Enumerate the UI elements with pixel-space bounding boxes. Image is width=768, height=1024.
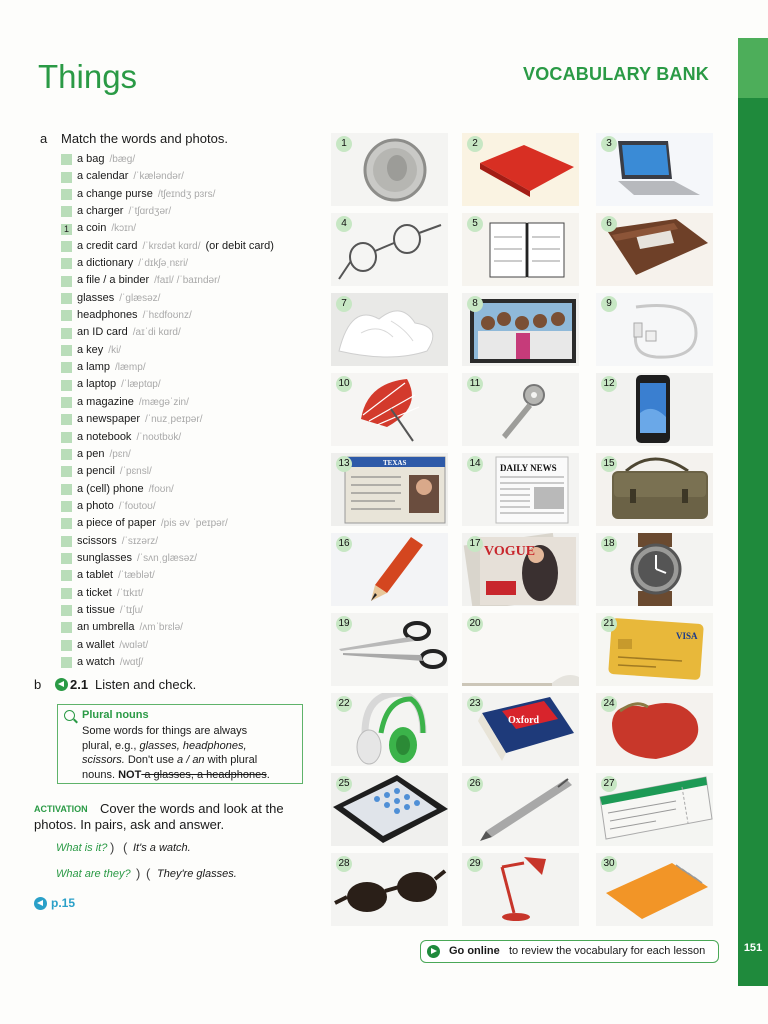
tip-line: Don't use [124,754,178,766]
vocab-word: a tablet [77,569,114,582]
vocab-word: a bag [77,153,105,165]
page-reference-icon[interactable] [34,897,47,910]
photo-cell [596,213,713,286]
vocab-word: a calendar [77,170,129,183]
vocab-phonetic: /ˈtɪkɪt/ [116,587,144,599]
vocab-word: scissors [77,534,117,547]
photo-number: 28 [336,856,352,872]
photo-number: 16 [336,536,352,552]
photo-number: 4 [336,216,352,232]
exercise-a-letter: a [40,131,48,146]
go-online-text: to review the vocabulary for each lesson [509,945,706,957]
photo-cell [331,453,448,526]
photo-cell [331,213,448,286]
vocab-word: a file / a binder [77,274,150,287]
vocab-item [61,463,274,480]
photo-number: 12 [601,376,617,392]
speech-bubble-icon: ) [110,840,115,855]
photo-cell [596,453,713,526]
exercise-b-letter: b [34,677,42,692]
photo-number: 23 [467,696,483,712]
vocab-phonetic: /ˈhɛdfoʊnz/ [142,310,192,322]
photo-number: 25 [336,776,352,792]
vocab-word: a pencil [77,465,115,478]
photo-number: 2 [467,136,483,152]
vocab-item [61,515,274,532]
photo-cell [462,293,579,366]
vocab-phonetic: /ˈtɪʃu/ [119,604,143,616]
answer-box[interactable] [61,605,72,616]
photo-number: 20 [467,616,483,632]
newspaper-masthead: DAILY NEWS [500,463,557,473]
photo-cell [331,133,448,206]
photo-cell [331,693,448,766]
tip-line: Some words for things are always [82,725,248,737]
vocab-phonetic: /ˈtæblət/ [118,570,155,582]
photo-cell [331,293,448,366]
answer-box[interactable] [61,397,72,408]
vocab-item [61,498,274,515]
vocab-item [61,342,274,359]
dictionary-title: Oxford [508,715,540,726]
vocab-phonetic: /ʌmˈbrɛlə/ [139,622,183,634]
vocab-phonetic: /ˈpɛnsl/ [119,466,152,478]
vocab-word: a credit card [77,239,138,252]
vocab-phonetic: /ki/ [108,344,122,356]
vocab-item [61,186,274,203]
vocab-phonetic: /læmp/ [115,362,146,374]
audio-track-number: 2.1 [70,677,89,692]
vocab-item [61,654,274,671]
photo-number: 10 [336,376,352,392]
answer-box[interactable] [61,466,72,477]
photo-cell [596,773,713,846]
answer-box[interactable] [61,258,72,269]
photo-number: 11 [467,376,483,392]
tip-not: NOT [118,768,142,781]
photo-cell [462,453,579,526]
vocab-word: headphones [77,309,138,322]
vocab-item [61,220,274,237]
answer-box[interactable] [61,449,72,460]
tip-line: nouns. [82,768,119,781]
photo-number: 7 [336,296,352,312]
play-icon [427,945,440,958]
tip-line: with plural [204,754,258,766]
vocab-item [61,394,274,411]
answer-box[interactable] [61,536,72,547]
photo-number: 6 [601,216,617,232]
vocab-item [61,585,274,602]
go-online-label: Go online [449,945,500,957]
vocab-phonetic: /ˈnoʊtbʊk/ [136,431,182,443]
photo-cell [596,853,713,926]
vocab-item [61,619,274,636]
photo-cell [462,853,579,926]
go-online-banner[interactable] [420,940,719,963]
answer-box[interactable] [61,206,72,217]
answer-box[interactable] [61,293,72,304]
tip-line: . [266,768,270,781]
magazine-masthead: VOGUE [484,544,536,559]
vocab-word: an ID card [77,326,128,339]
photo-cell [331,613,448,686]
vocab-word: a (cell) phone [77,482,144,495]
tip-example: a / an [177,754,205,766]
vocab-phonetic: /kɔɪn/ [111,223,137,235]
answer-box[interactable] [61,172,72,183]
answer-box[interactable] [61,276,72,287]
vocab-word: a piece of paper [77,517,156,530]
photo-number: 27 [601,776,617,792]
dialog-answer-2: They're glasses. [157,868,237,880]
photo-cell [462,373,579,446]
side-tab-bar [738,38,768,986]
vocab-item [61,602,274,619]
photo-number: 9 [601,296,617,312]
photo-number: 22 [336,696,352,712]
answer-box[interactable] [61,484,72,495]
photo-number: 1 [336,136,352,152]
vocab-item [61,203,274,220]
vocab-phonetic: /ˈdɪkʃəˌnɛri/ [138,258,189,270]
tip-title: Plural nouns [82,709,149,721]
answer-box[interactable] [61,553,72,564]
answer-box[interactable] [61,241,72,252]
tip-example: glasses, headphones, [139,739,247,752]
answer-box[interactable] [61,362,72,373]
vocab-word: sunglasses [77,551,133,564]
vocab-item [61,567,274,584]
answer-box[interactable] [61,622,72,633]
tip-line: plural, e.g., [82,739,140,752]
vocab-item [61,446,274,463]
photo-cell [462,133,579,206]
vocab-item [61,376,274,393]
answer-box[interactable] [61,657,72,668]
vocab-word: a watch [77,655,115,668]
vocab-item [61,307,274,324]
vocab-word: a charger [77,205,124,218]
photo-number: 19 [336,616,352,632]
tip-example: scissors. [82,754,125,766]
photo-cell [331,853,448,926]
vocab-item [61,637,274,654]
photo-cell [331,773,448,846]
answer-box[interactable] [61,588,72,599]
vocab-phonetic: /tʃeɪndʒ pɜrs/ [157,188,216,200]
vocab-word: a key [77,343,104,356]
photo-cell [331,373,448,446]
vocab-item [61,359,274,376]
answer-box[interactable] [61,432,72,443]
activation-text-line2: photos. In pairs, ask and answer. [34,817,225,832]
answer-box[interactable] [61,310,72,321]
vocab-item [61,550,274,567]
photo-number: 24 [601,696,617,712]
photo-cell [462,693,579,766]
tip-body [82,724,294,782]
vocab-phonetic: /mægəˈzin/ [138,396,189,408]
activation-text-line1: Cover the words and look at the [100,801,284,816]
page-reference-link[interactable]: p.15 [51,896,76,910]
vocab-item [61,168,274,185]
vocab-word: a pen [77,447,105,460]
speech-bubble-icon: ) [136,866,141,881]
vocab-phonetic: /ˈsɪzərz/ [121,535,159,547]
answer-box[interactable] [61,328,72,339]
vocab-note: (or debit card) [205,239,274,252]
vocab-item [61,324,274,341]
photo-cell [596,133,713,206]
dialog-question-2: What are they? [56,868,131,880]
photo-number: 18 [601,536,617,552]
vocab-word: a coin [77,222,107,235]
vocab-word: a wallet [77,638,115,651]
photo-cell [596,533,713,606]
answer-box[interactable] [61,154,72,165]
vocab-word: a newspaper [77,413,140,426]
answer-box[interactable]: 1 [61,224,72,235]
answer-box[interactable] [61,414,72,425]
photo-cell [462,533,579,606]
dialog-question-1: What is it? [56,842,108,854]
vocab-phonetic: /pɛn/ [109,448,131,460]
photo-number: 15 [601,456,617,472]
exercise-b-instruction: Listen and check. [95,677,197,692]
section-heading: VOCABULARY BANK [523,64,710,84]
page-number: 151 [743,942,763,954]
vocab-phonetic: /ˈglæsəz/ [119,292,161,304]
exercise-a-instruction: Match the words and photos. [61,131,228,146]
vocab-phonetic: /ˈfoʊtoʊ/ [118,500,156,512]
vocab-phonetic: /wɑlət/ [119,639,149,651]
plural-nouns-tip-box [57,704,303,784]
vocab-phonetic: /ˈnuzˌpeɪpər/ [145,414,203,426]
photo-number: 13 [336,456,352,472]
vocabulary-list [61,151,274,671]
photo-number: 3 [601,136,617,152]
vocab-phonetic: /pis əv ˈpeɪpər/ [160,518,228,530]
vocab-phonetic: /ˈkæləndər/ [133,171,184,183]
vocab-word: a ticket [77,586,112,599]
vocab-item [61,255,274,272]
magnifier-icon [64,710,75,721]
photo-number: 21 [601,616,617,632]
vocab-word: a notebook [77,430,132,443]
answer-box[interactable] [61,380,72,391]
vocab-word: an umbrella [77,621,135,634]
vocab-item [61,290,274,307]
vocab-item [61,151,274,168]
tip-wrong-example: a glasses, a headphones [141,768,267,781]
vocab-word: a dictionary [77,257,134,270]
vocab-word: a photo [77,499,114,512]
photo-cell [596,373,713,446]
vocab-item [61,238,274,255]
vocab-word: a magazine [77,395,134,408]
vocab-word: a tissue [77,603,115,616]
activation-label: ACTIVATION [34,804,88,814]
card-brand-label: VISA [676,631,698,641]
vocab-phonetic: /ˈkrɛdət kɑrd/ [142,240,201,252]
photo-number: 5 [467,216,483,232]
photo-number: 17 [467,536,483,552]
photo-grid [331,133,727,929]
photo-cell [596,693,713,766]
vocab-word: glasses [77,291,115,304]
vocab-item [61,411,274,428]
photo-cell [596,613,713,686]
photo-number: 8 [467,296,483,312]
photo-cell [462,613,579,686]
vocab-word: a lamp [77,361,111,374]
photo-number: 26 [467,776,483,792]
vocab-word: a change purse [77,187,153,200]
vocab-phonetic: /faɪl/ /ˈbaɪndər/ [154,275,221,287]
vocab-item [61,272,274,289]
answer-box[interactable] [61,501,72,512]
dialog-answer-1: It's a watch. [133,842,191,854]
vocab-item [61,429,274,446]
vocab-phonetic: /aɪˈdi kɑrd/ [132,327,181,339]
vocab-item [61,481,274,498]
photo-cell [462,773,579,846]
photo-cell [596,293,713,366]
vocab-phonetic: /bæg/ [109,154,136,165]
vocab-item [61,533,274,550]
audio-play-icon[interactable] [55,678,68,691]
vocab-phonetic: /ˈtʃɑrdʒər/ [128,206,172,218]
answer-box[interactable] [61,189,72,200]
photo-number: 14 [467,456,483,472]
page-title: Things [38,58,138,95]
vocab-phonetic: /ˈsʌnˌglæsəz/ [137,552,198,564]
vocab-word: a laptop [77,378,117,391]
photo-number: 29 [467,856,483,872]
answer-box[interactable] [61,640,72,651]
answer-box[interactable] [61,570,72,581]
speech-bubble-icon: ( [146,866,151,881]
speech-bubble-icon: ( [123,840,128,855]
photo-cell [331,533,448,606]
photo-cell [462,213,579,286]
vocab-phonetic: /ˈlæptɑp/ [121,379,161,391]
photo-number: 30 [601,856,617,872]
answer-box[interactable] [61,345,72,356]
vocab-phonetic: /wɑtʃ/ [119,656,144,668]
answer-box[interactable] [61,518,72,529]
id-card-header: TEXAS [383,459,407,467]
vocab-phonetic: /foʊn/ [148,483,174,495]
